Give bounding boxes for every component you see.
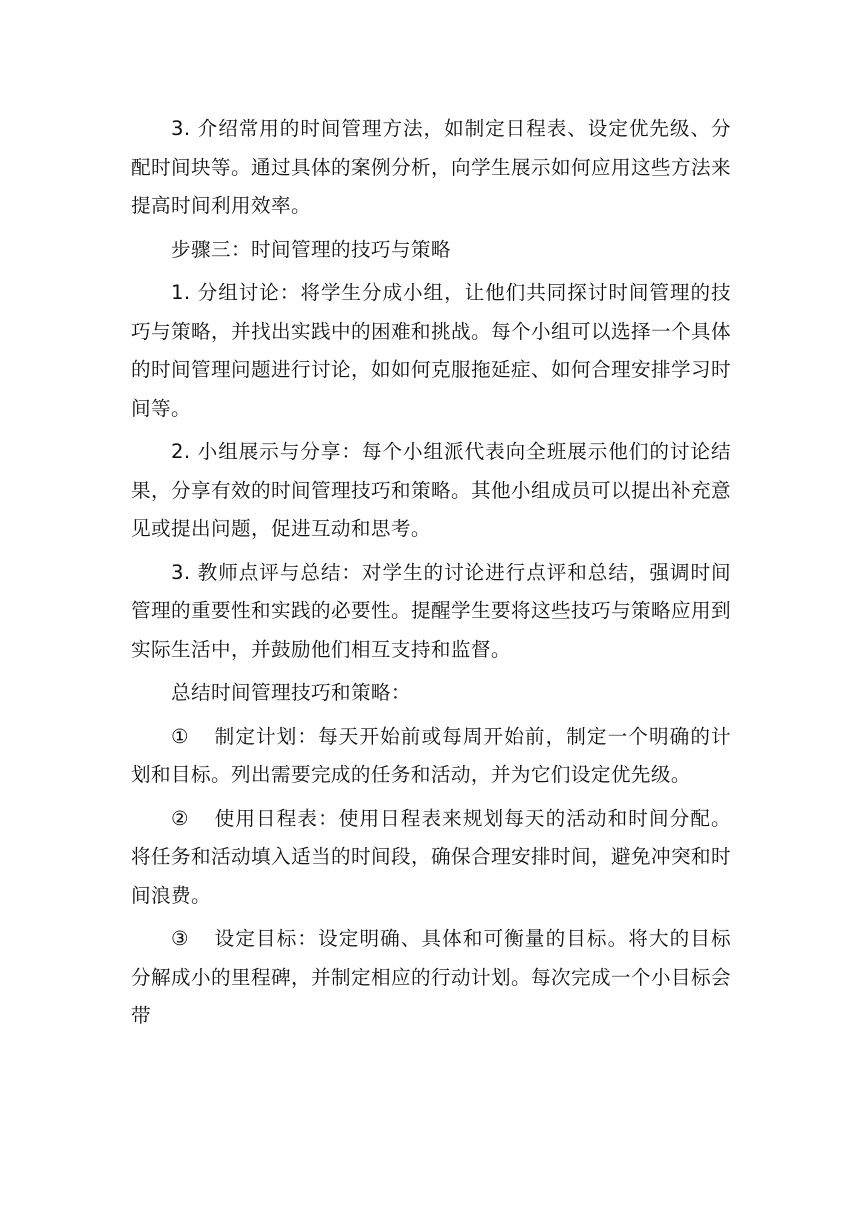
list-item-text: 制定计划：每天开始前或每周开始前，制定一个明确的计划和目标。列出需要完成的任务和活动，并为它们设定优先级。 [131, 724, 731, 786]
section-heading-step-three: 步骤三：时间管理的技巧与策略 [171, 237, 451, 261]
paragraph-group-discussion: 1. 分组讨论：将学生分成小组，让他们共同探讨时间管理的技巧与策略，并找出实践中的困难和挑战。每个小组可以选择一个具体的时间管理问题进行讨论，如如何克服拖延症、如何合理安排学习时间等。 [131, 281, 731, 420]
list-item-use-calendar [131, 800, 731, 916]
list-marker: ① [171, 724, 189, 748]
list-marker: ② [171, 806, 189, 830]
list-marker: ③ [171, 927, 189, 950]
list-item-text: 设定目标：设定明确、具体和可衡量的目标。将大的目标分解成小的里程碑，并制定相应的行动计划。每次完成一个小目标会带 [131, 927, 731, 1027]
paragraph-group-presentation: 2. 小组展示与分享：每个小组派代表向全班展示他们的讨论结果，分享有效的时间管理技巧和策略。其他小组成员可以提出补充意见或提出问题，促进互动和思考。 [131, 440, 731, 540]
summary-heading: 总结时间管理技巧和策略： [171, 681, 411, 704]
document-body [131, 110, 731, 1041]
list-item-make-plan [131, 718, 731, 795]
paragraph-method-introduction: 3. 介绍常用的时间管理方法，如制定日程表、设定优先级、分配时间块等。通过具体的案例分析，向学生展示如何应用这些方法来提高时间利用效率。 [131, 117, 731, 217]
list-item-set-goals [131, 920, 731, 1036]
list-item-text: 使用日程表：使用日程表来规划每天的活动和时间分配。将任务和活动填入适当的时间段，确保合理安排时间，避免冲突和时间浪费。 [131, 806, 731, 907]
paragraph-teacher-summary: 3. 教师点评与总结：对学生的讨论进行点评和总结，强调时间管理的重要性和实践的必要性。提醒学生要将这些技巧与策略应用到实际生活中，并鼓励他们相互支持和监督。 [131, 560, 731, 661]
